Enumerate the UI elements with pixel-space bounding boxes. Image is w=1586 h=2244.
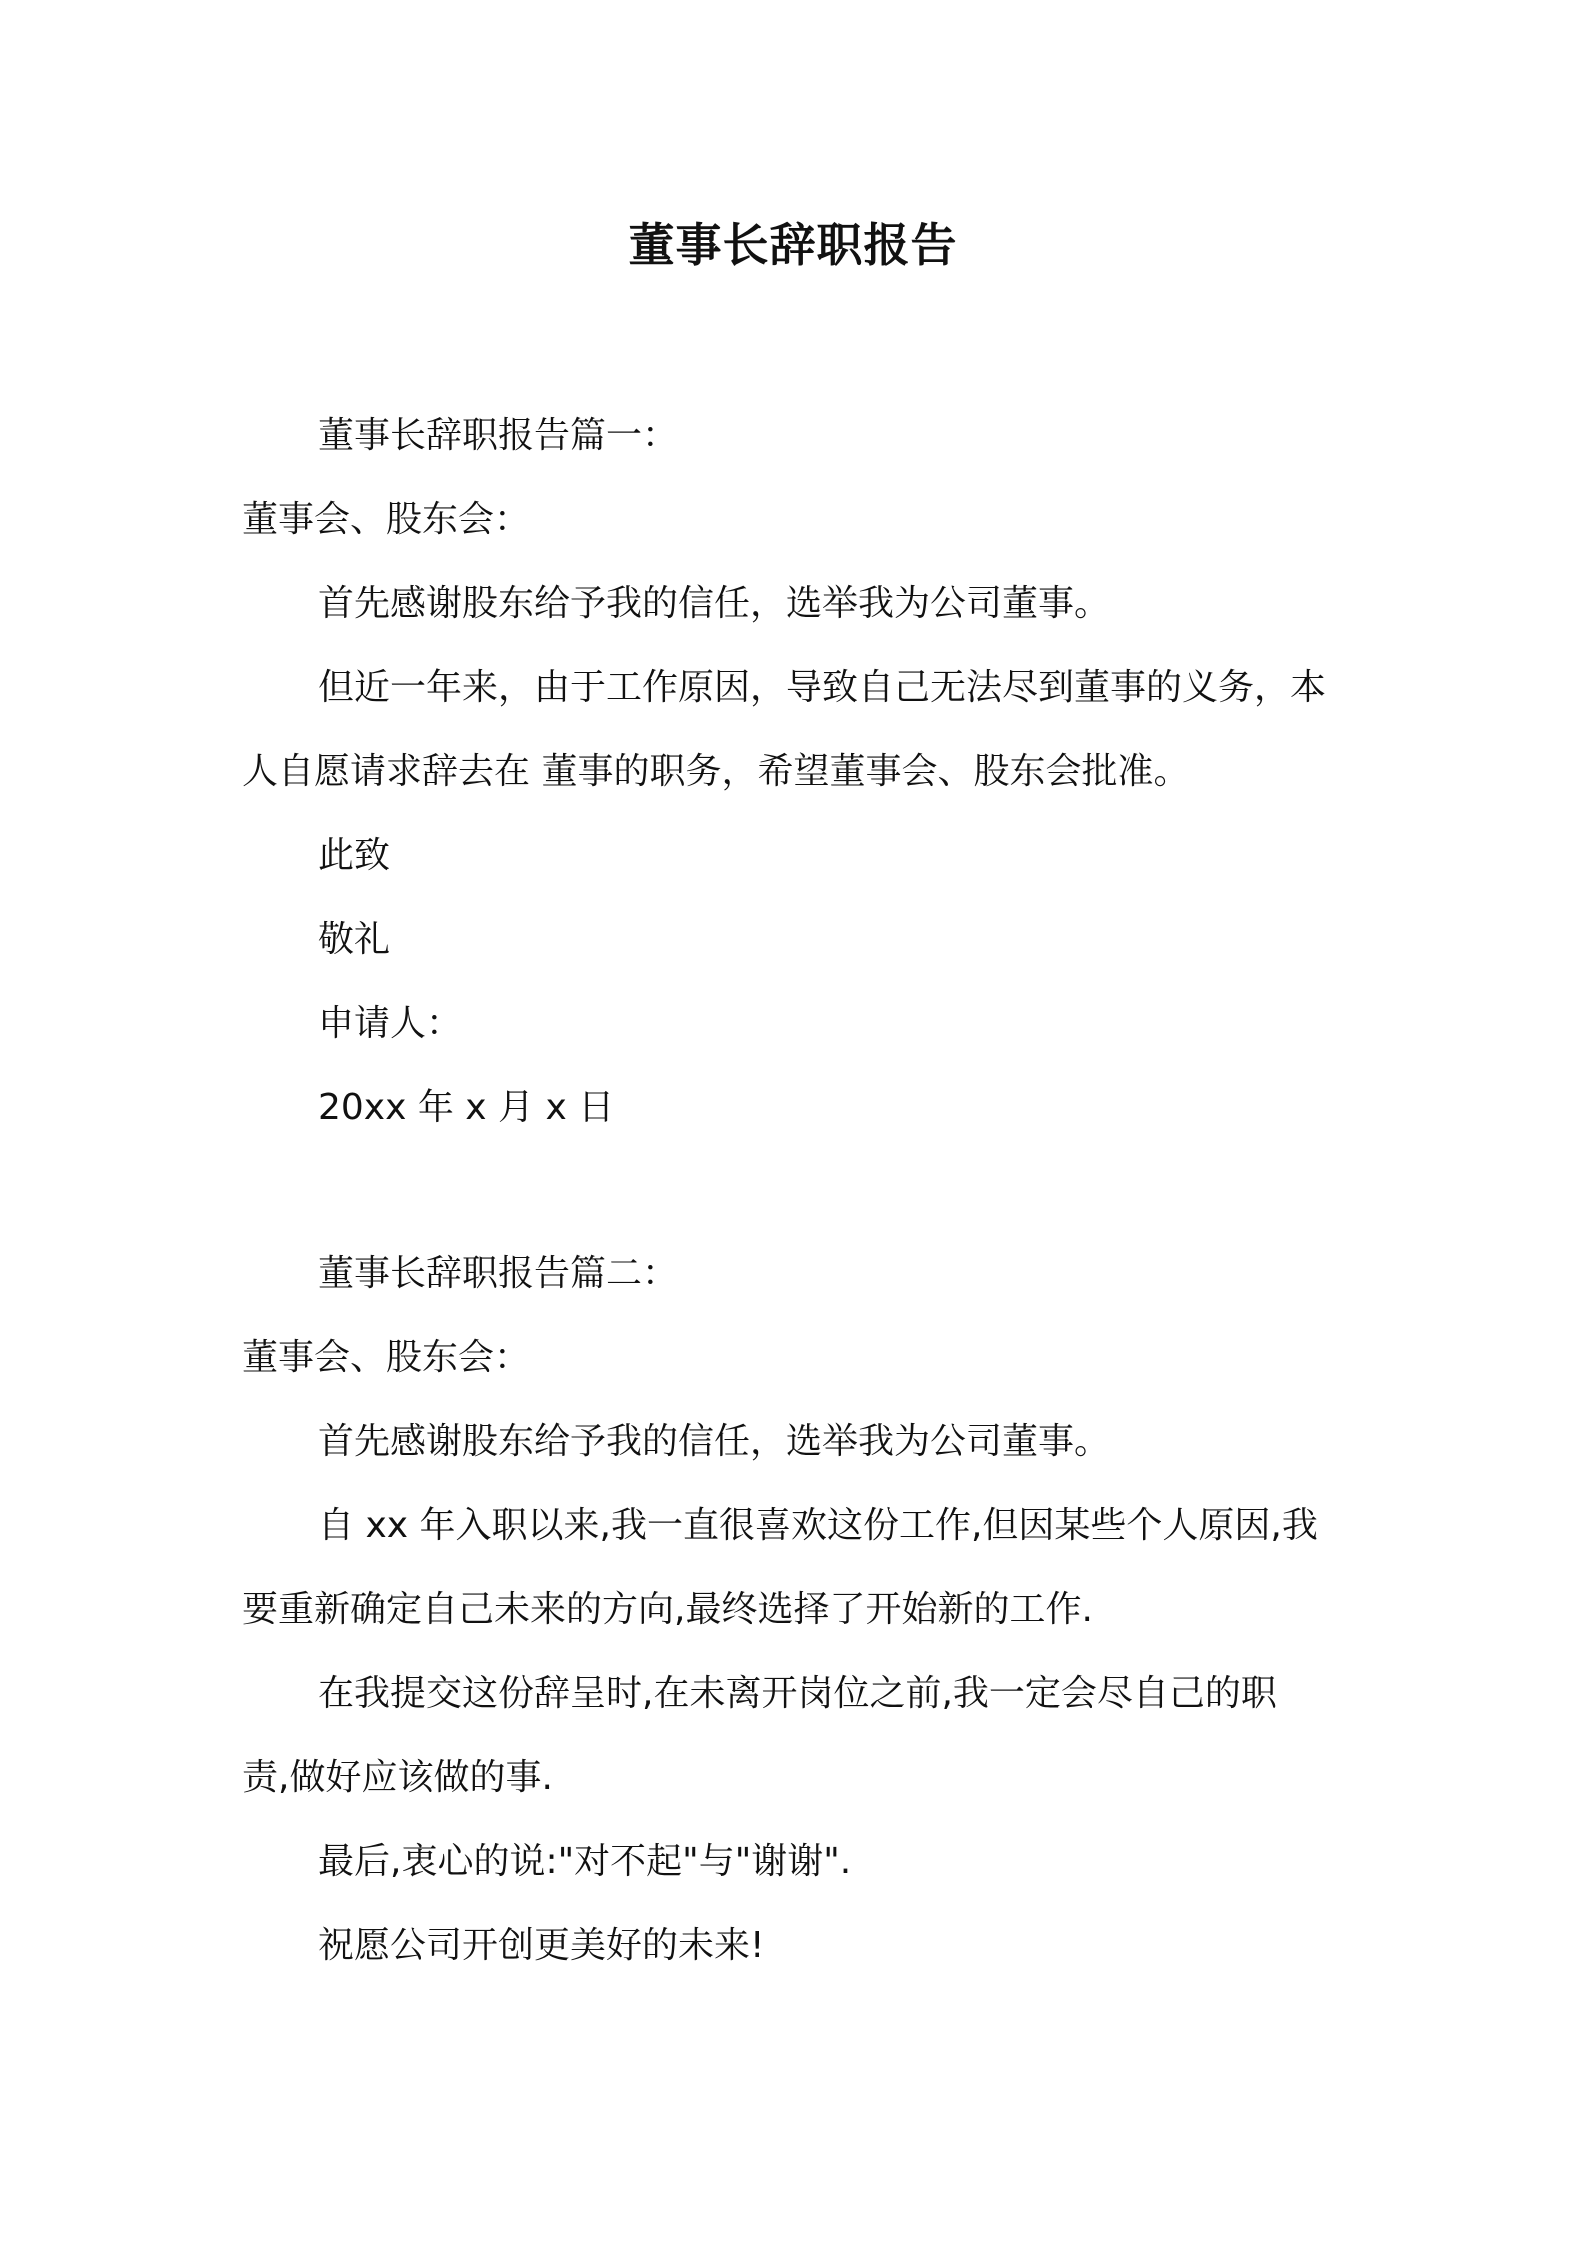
section2-paragraph3-line2: 责,做好应该做的事. <box>242 1757 553 1798</box>
section2-paragraph2-line2: 要重新确定自己未来的方向,最终选择了开始新的工作. <box>242 1589 1093 1630</box>
section2-salutation: 董事会、股东会： <box>242 1337 531 1378</box>
section1-paragraph2-line2: 人自愿请求辞去在 董事的职务，希望董事会、股东会批准。 <box>242 751 1190 792</box>
section1-heading: 董事长辞职报告篇一： <box>318 415 679 456</box>
section1-paragraph1: 首先感谢股东给予我的信任，选举我为公司董事。 <box>318 583 1111 624</box>
section2-paragraph3-line1: 在我提交这份辞呈时,在未离开岗位之前,我一定会尽自己的职 <box>318 1673 1277 1714</box>
section2-paragraph1: 首先感谢股东给予我的信任，选举我为公司董事。 <box>318 1421 1111 1462</box>
section1-paragraph2-line1: 但近一年来，由于工作原因，导致自己无法尽到董事的义务，本 <box>318 667 1327 708</box>
section2-heading: 董事长辞职报告篇二： <box>318 1253 679 1294</box>
section2-paragraph5: 祝愿公司开创更美好的未来! <box>318 1925 765 1966</box>
section1-applicant: 申请人： <box>318 1003 463 1044</box>
section1-closing1: 此致 <box>318 835 391 876</box>
section1-date: 20xx 年 x 月 x 日 <box>318 1087 615 1128</box>
document-title: 董事长辞职报告 <box>628 218 958 272</box>
section1-salutation: 董事会、股东会： <box>242 499 531 540</box>
section2-paragraph2-line1: 自 xx 年入职以来,我一直很喜欢这份工作,但因某些个人原因,我 <box>318 1505 1318 1546</box>
section1-closing2: 敬礼 <box>318 919 391 960</box>
section2-paragraph4: 最后,衷心的说:"对不起"与"谢谢". <box>318 1841 852 1882</box>
